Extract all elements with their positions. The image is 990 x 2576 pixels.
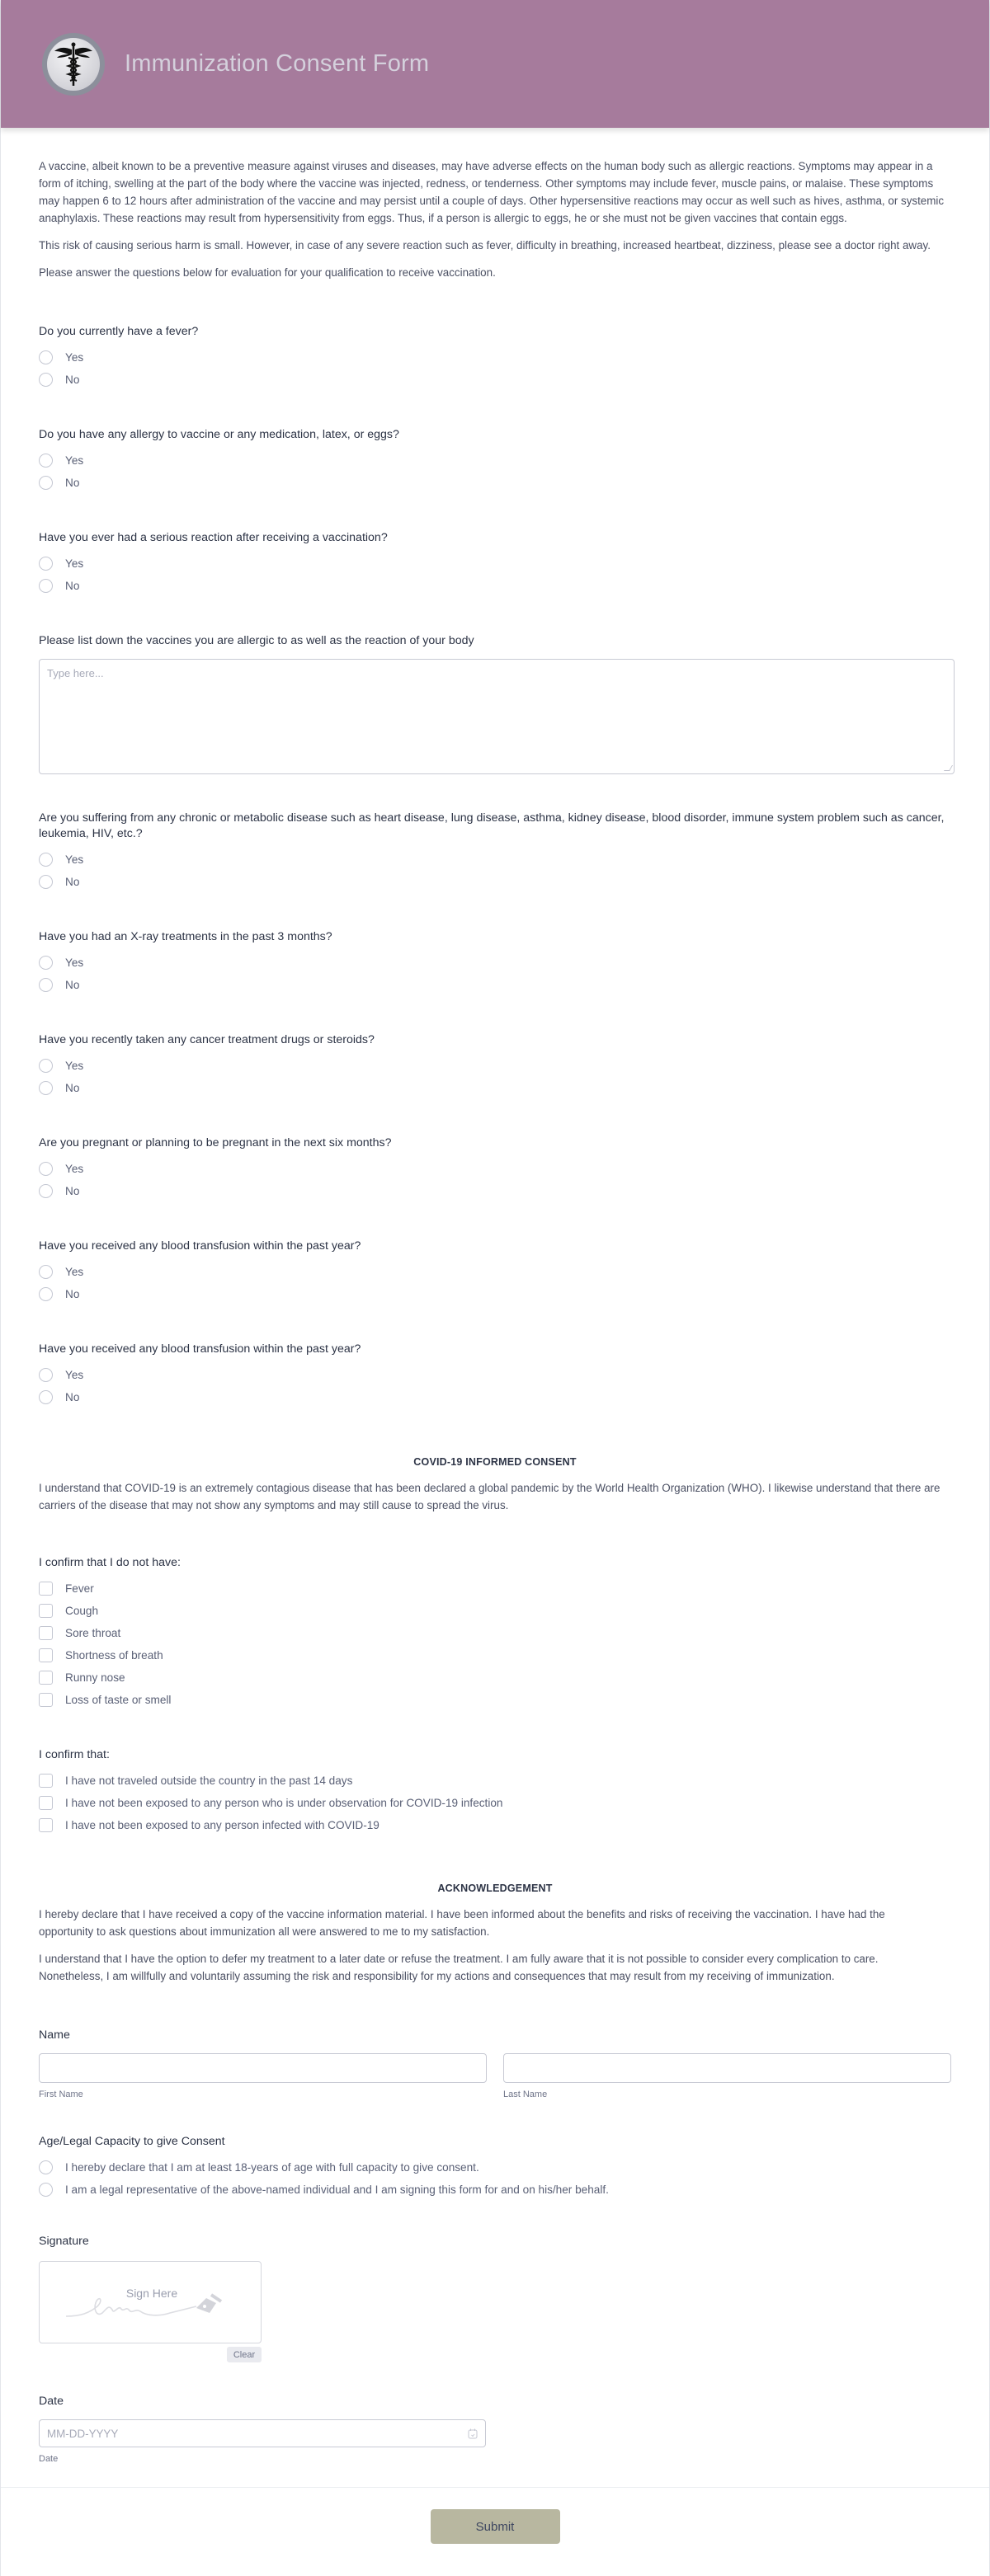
signature-pen-icon bbox=[64, 2285, 229, 2326]
covid-section-title: COVID-19 INFORMED CONSENT bbox=[413, 1456, 577, 1468]
radio-option-legal-representative[interactable]: I am a legal representative of the above-named individual and I am signing this form for and on his/her behalf. bbox=[39, 2179, 951, 2201]
date-sublabel: Date bbox=[39, 2454, 59, 2464]
first-name-sublabel: First Name bbox=[39, 2089, 83, 2099]
question-label: Are you pregnant or planning to be pregnant in the next six months? bbox=[39, 1136, 392, 1149]
question-xray bbox=[39, 929, 951, 996]
radio-button[interactable] bbox=[39, 978, 53, 992]
question-serious-reaction bbox=[39, 530, 951, 597]
question-label: Do you currently have a fever? bbox=[39, 325, 199, 338]
radio-option-no[interactable]: No bbox=[39, 871, 951, 893]
question-label: Have you had an X-ray treatments in the past 3 months? bbox=[39, 930, 332, 943]
radio-button[interactable] bbox=[39, 853, 53, 867]
logo bbox=[42, 33, 105, 96]
checkbox[interactable] bbox=[39, 1693, 53, 1707]
radio-option-no[interactable]: No bbox=[39, 575, 951, 597]
intro-text bbox=[39, 157, 951, 281]
radio-option-yes[interactable]: Yes bbox=[39, 346, 951, 369]
checkbox-option-cough[interactable]: Cough bbox=[39, 1600, 951, 1622]
signature-field bbox=[39, 2234, 951, 2362]
acknowledgement-paragraph: I hereby declare that I have received a copy of the vaccine information material. I have been informed about the benefits and risks of receiving the vaccination. I have had the opportunity to ask questions about immunization all were answered to me to my satisfaction. bbox=[39, 1908, 885, 1938]
acknowledgement-title: ACKNOWLEDGEMENT bbox=[437, 1883, 553, 1894]
radio-button[interactable] bbox=[39, 1184, 53, 1198]
radio-button[interactable] bbox=[39, 1390, 53, 1404]
intro-paragraph: Please answer the questions below for evaluation for your qualification to receive vaccination. bbox=[39, 266, 496, 279]
radio-button[interactable] bbox=[39, 557, 53, 571]
question-fever bbox=[39, 324, 951, 391]
radio-button[interactable] bbox=[39, 956, 53, 970]
radio-button[interactable] bbox=[39, 875, 53, 889]
form-header bbox=[1, 0, 989, 128]
radio-button[interactable] bbox=[39, 350, 53, 364]
question-label: Are you suffering from any chronic or metabolic disease such as heart disease, lung disease, asthma, kidney disease, blood disorder, immune system problem such as cancer, leukemia, HIV, etc.? bbox=[39, 811, 945, 840]
checkbox[interactable] bbox=[39, 1671, 53, 1685]
question-label: Have you received any blood transfusion within the past year? bbox=[39, 1239, 361, 1253]
covid-confirm-group bbox=[39, 1747, 951, 1836]
checkbox-option-travel[interactable]: I have not traveled outside the country in the past 14 days bbox=[39, 1770, 951, 1792]
checkbox[interactable] bbox=[39, 1604, 53, 1618]
name-field bbox=[39, 2028, 951, 2099]
question-label: Date bbox=[39, 2395, 64, 2408]
intro-paragraph: This risk of causing serious harm is small. However, in case of any severe reaction such as fever, difficulty in breathing, increased heartbeat, dizziness, please see a doctor right away. bbox=[39, 239, 931, 251]
question-label: Have you received any blood transfusion within the past year? bbox=[39, 1342, 361, 1356]
radio-option-yes[interactable]: Yes bbox=[39, 449, 951, 472]
checkbox-option-observation-exposure[interactable]: I have not been exposed to any person who is under observation for COVID-19 infection bbox=[39, 1792, 951, 1814]
form-footer bbox=[1, 2487, 989, 2576]
first-name-input[interactable] bbox=[39, 2053, 487, 2083]
question-label: I confirm that I do not have: bbox=[39, 1556, 181, 1569]
radio-option-no[interactable]: No bbox=[39, 1386, 951, 1408]
date-placeholder: MM-DD-YYYY bbox=[47, 2427, 119, 2440]
checkbox-option-runny-nose[interactable]: Runny nose bbox=[39, 1666, 951, 1689]
radio-button[interactable] bbox=[39, 1287, 53, 1301]
checkbox[interactable] bbox=[39, 1818, 53, 1832]
date-input[interactable] bbox=[39, 2419, 486, 2447]
calendar-icon[interactable] bbox=[468, 2428, 478, 2439]
radio-option-yes[interactable]: Yes bbox=[39, 1261, 951, 1283]
question-chronic-disease bbox=[39, 811, 951, 893]
clear-signature-button[interactable]: Clear bbox=[227, 2347, 262, 2362]
signature-placeholder: Sign Here bbox=[125, 2287, 178, 2300]
caduceus-icon bbox=[54, 41, 93, 87]
radio-option-yes[interactable]: Yes bbox=[39, 552, 951, 575]
radio-option-yes[interactable]: Yes bbox=[39, 1055, 951, 1077]
radio-option-yes[interactable]: Yes bbox=[39, 848, 951, 871]
question-label: I confirm that: bbox=[39, 1748, 110, 1761]
checkbox[interactable] bbox=[39, 1582, 53, 1596]
question-label: Please list down the vaccines you are allergic to as well as the reaction of your body bbox=[39, 634, 474, 647]
question-label: Have you recently taken any cancer treatment drugs or steroids? bbox=[39, 1033, 375, 1046]
radio-button[interactable] bbox=[39, 2183, 53, 2197]
radio-button[interactable] bbox=[39, 454, 53, 468]
date-field bbox=[39, 2394, 951, 2464]
question-pregnant bbox=[39, 1135, 951, 1202]
resize-handle-icon[interactable] bbox=[944, 765, 953, 771]
question-label: Have you ever had a serious reaction after receiving a vaccination? bbox=[39, 531, 388, 544]
radio-button[interactable] bbox=[39, 373, 53, 387]
checkbox-option-sore-throat[interactable]: Sore throat bbox=[39, 1622, 951, 1644]
checkbox-option-infected-exposure[interactable]: I have not been exposed to any person infected with COVID-19 bbox=[39, 1814, 951, 1836]
question-blood-transfusion-2 bbox=[39, 1342, 951, 1408]
intro-paragraph: A vaccine, albeit known to be a preventive measure against viruses and diseases, may have adverse effects on the human body such as allergic reactions. Symptoms may appear in a form of itching, swelling at the part of the body where the vaccine was injected, redness, or tenderness. Other symptoms may include fever, muscle pains, or malaise. These symptoms may happen 6 to 12 hours after administration of the vaccine and may persist until a couple of days. Other hypersensitive reactions may occur as well such as hives, asthma, or systemic anaphylaxis. These reactions may result from hypersensitivity from eggs. Thus, if a person is allergic to eggs, he or she must not be given vaccines that contain eggs. bbox=[39, 160, 945, 224]
radio-option-no[interactable]: No bbox=[39, 974, 951, 996]
question-cancer-treatment bbox=[39, 1032, 951, 1099]
radio-button[interactable] bbox=[39, 1265, 53, 1279]
question-label: Name bbox=[39, 2028, 70, 2042]
signature-pad[interactable] bbox=[39, 2261, 262, 2343]
radio-option-adult[interactable]: I hereby declare that I am at least 18-years of age with full capacity to give consent. bbox=[39, 2156, 951, 2179]
radio-button[interactable] bbox=[39, 1162, 53, 1176]
radio-option-yes[interactable]: Yes bbox=[39, 1364, 951, 1386]
radio-option-no[interactable]: No bbox=[39, 369, 951, 391]
radio-option-yes[interactable]: Yes bbox=[39, 952, 951, 974]
covid-section-text: I understand that COVID-19 is an extremely contagious disease that has been declared a global pandemic by the World Health Organization (WHO). I likewise understand that there are carriers of the disease that may not show any symptoms and may still cause to spread the virus. bbox=[39, 1482, 940, 1511]
last-name-sublabel: Last Name bbox=[503, 2089, 548, 2099]
radio-option-no[interactable]: No bbox=[39, 1283, 951, 1305]
submit-button[interactable]: Submit bbox=[431, 2509, 560, 2544]
question-allergy bbox=[39, 427, 951, 494]
question-label: Age/Legal Capacity to give Consent bbox=[39, 2135, 225, 2148]
last-name-input[interactable] bbox=[503, 2053, 951, 2083]
acknowledgement-paragraph: I understand that I have the option to defer my treatment to a later date or refuse the treatment. I am fully aware that it is not possible to consider every complication to care. Nonetheless, I am willfully and voluntarily assuming the risk and responsibility for my actions and consequences that may result from my receiving of immunization. bbox=[39, 1953, 879, 1982]
question-label: Do you have any allergy to vaccine or any medication, latex, or eggs? bbox=[39, 428, 399, 441]
checkbox[interactable] bbox=[39, 1648, 53, 1662]
age-consent-field bbox=[39, 2134, 951, 2201]
form-title: Immunization Consent Form bbox=[125, 50, 430, 77]
radio-button[interactable] bbox=[39, 476, 53, 490]
form-content bbox=[1, 128, 989, 2464]
radio-option-yes[interactable]: Yes bbox=[39, 1158, 951, 1180]
checkbox-option-loss-of-taste[interactable]: Loss of taste or smell bbox=[39, 1689, 951, 1711]
textarea-placeholder: Type here... bbox=[47, 667, 104, 679]
radio-option-no[interactable]: No bbox=[39, 472, 951, 494]
radio-button[interactable] bbox=[39, 579, 53, 593]
checkbox[interactable] bbox=[39, 1626, 53, 1640]
radio-option-no[interactable]: No bbox=[39, 1180, 951, 1202]
covid-symptoms-group bbox=[39, 1555, 951, 1711]
radio-button[interactable] bbox=[39, 2160, 53, 2174]
radio-button[interactable] bbox=[39, 1081, 53, 1095]
checkbox[interactable] bbox=[39, 1774, 53, 1788]
allergy-textarea[interactable] bbox=[39, 659, 955, 774]
question-label: Signature bbox=[39, 2235, 89, 2248]
checkbox-option-fever[interactable]: Fever bbox=[39, 1577, 951, 1600]
checkbox-option-shortness-of-breath[interactable]: Shortness of breath bbox=[39, 1644, 951, 1666]
question-blood-transfusion bbox=[39, 1239, 951, 1305]
radio-button[interactable] bbox=[39, 1368, 53, 1382]
allergy-list-field bbox=[39, 633, 951, 774]
radio-option-no[interactable]: No bbox=[39, 1077, 951, 1099]
radio-button[interactable] bbox=[39, 1059, 53, 1073]
checkbox[interactable] bbox=[39, 1796, 53, 1810]
